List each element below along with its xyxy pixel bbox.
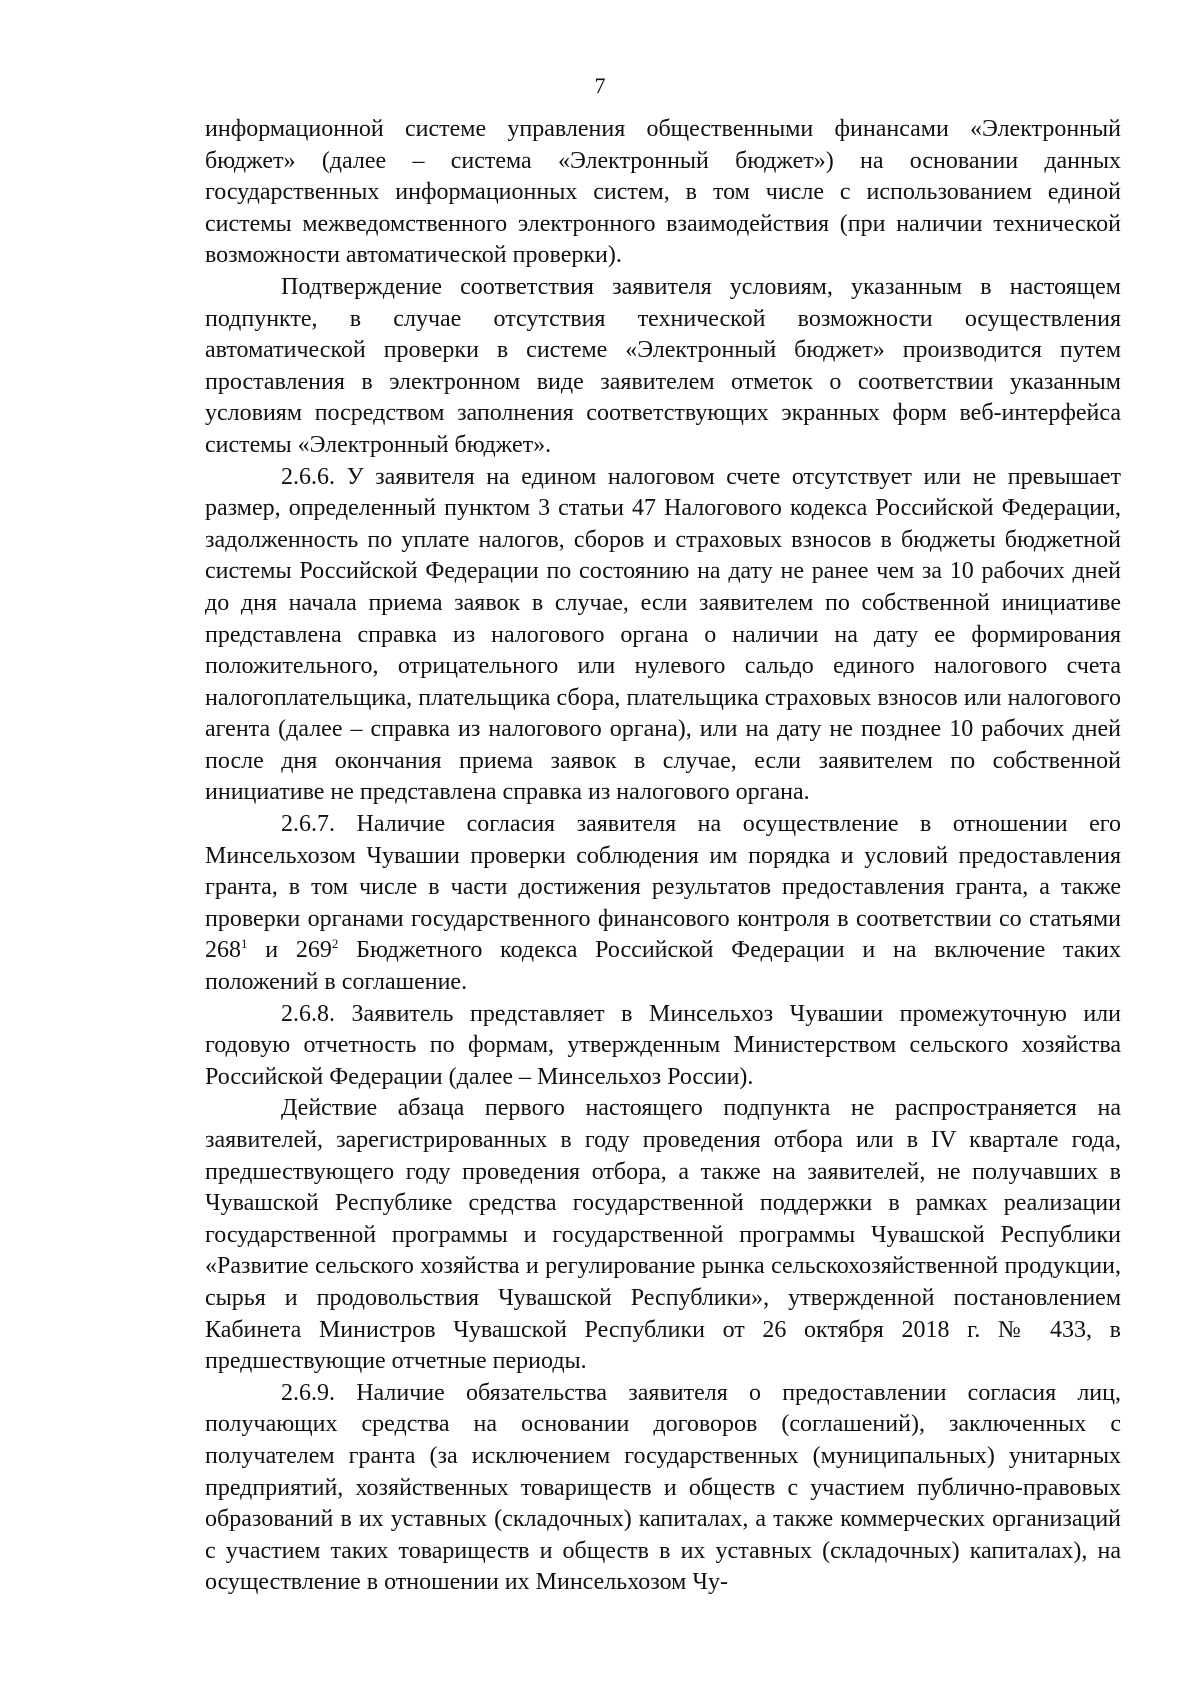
superscript-article-268: 1 [241,936,248,952]
paragraph-2-6-7-text-after: Бюджетного кодекса Российской Федерации и на включение таких положений в соглашение. [205,937,1121,996]
paragraph-2-6-7-text-before: 2.6.7. Наличие согласия заявителя на осуществление в отношении его Минсельхозом Чувашии проверки соблюдения им порядка и условий предоставления гранта, в том числе в части достижения результатов предоставления гранта, а также проверки органами государственного финансового контроля в соответствии со статьями 268 [205,811,1121,964]
paragraph-confirmation-of-compliance: Подтверждение соответствия заявителя условиям, указанным в настоящем подпункте, в случае отсутствия технической возможности осуществления автоматической проверки в системе «Электронный бюджет» производится путем проставления в электронном виде заявителем отметок о соответствии указанным условиям посредством заполнения соответствующих экранных форм веб-интерфейса системы «Электронный бюджет». [205,273,1121,458]
superscript-article-269: 2 [331,936,339,952]
paragraph-2-6-7-text-middle: и 269 [247,937,332,964]
paragraph-2-6-6-tax-debt: 2.6.6. У заявителя на едином налоговом счете отсутствует или не превышает размер, определенный пунктом 3 статьи 47 Налогового кодекса Российской Федерации, задолженность по уплате налогов, сборов и страховых взносов в бюджеты бюджетной системы Российской Федерации по состоянию на дату не ранее чем за 10 рабочих дней до дня начала приема заявок в случае, если заявителем по собственной инициативе представлена справка из налогового органа о наличии на дату ее формирования положительного, отрицательного или нулевого сальдо единого налогового счета налогоплательщика, плательщика сбора, плательщика страховых взносов или налогового агента (далее – справка из налогового органа), или на дату не позднее 10 рабочих дней после дня окончания приема заявок в случае, если заявителем по собственной инициативе не представлена справка из налогового органа. [205,463,1121,806]
paragraph-exemption: Действие абзаца первого настоящего подпункта не распространяется на заявителей, зарегистрированных в году проведения отбора или в IV квартале года, предшествующего году проведения отбора, а также на заявителей, не получавших в Чувашской Республике средства государственной поддержки в рамках реализации государственной программы и государственной программы Чувашской Республики «Развитие сельского хозяйства и регулирование рынка сельскохозяйственной продукции, сырья и продовольствия Чувашской Республики», утвержденной постановлением Кабинета Министров Чувашской Республики от 26 октября 2018 г. № 433, в предшествующие отчетные периоды. [205,1095,1121,1375]
paragraph-electronic-budget-check: информационной системе управления общественными финансами «Электронный бюджет» (далее – система «Электронный бюджет») на основании данных государственных информационных систем, в том числе с использованием единой системы межведомственного электронного взаимодействия (при наличии технической возможности автоматической проверки). [205,116,1121,269]
paragraph-2-6-8-reporting: 2.6.8. Заявитель представляет в Минсельхоз Чувашии промежуточную или годовую отчетность по формам, утвержденным Министерством сельского хозяйства Российской Федерации (далее – Минсельхоз России). [205,1000,1121,1090]
page-number: 7 [594,73,606,98]
paragraph-2-6-9-obligation: 2.6.9. Наличие обязательства заявителя о предоставлении согласия лиц, получающих средства на основании договоров (соглашений), заключенных с получателем гранта (за исключением государственных (муниципальных) унитарных предприятий, хозяйственных товариществ и обществ с участием публично-правовых образований в их уставных (складочных) капиталах, а также коммерческих организаций с участием таких товариществ и обществ в их уставных (складочных) капиталах), на осуществление в отношении их Минсельхозом Чу- [205,1379,1121,1596]
paragraph-2-6-7-consent [205,809,1121,999]
document-body [205,114,1121,1599]
